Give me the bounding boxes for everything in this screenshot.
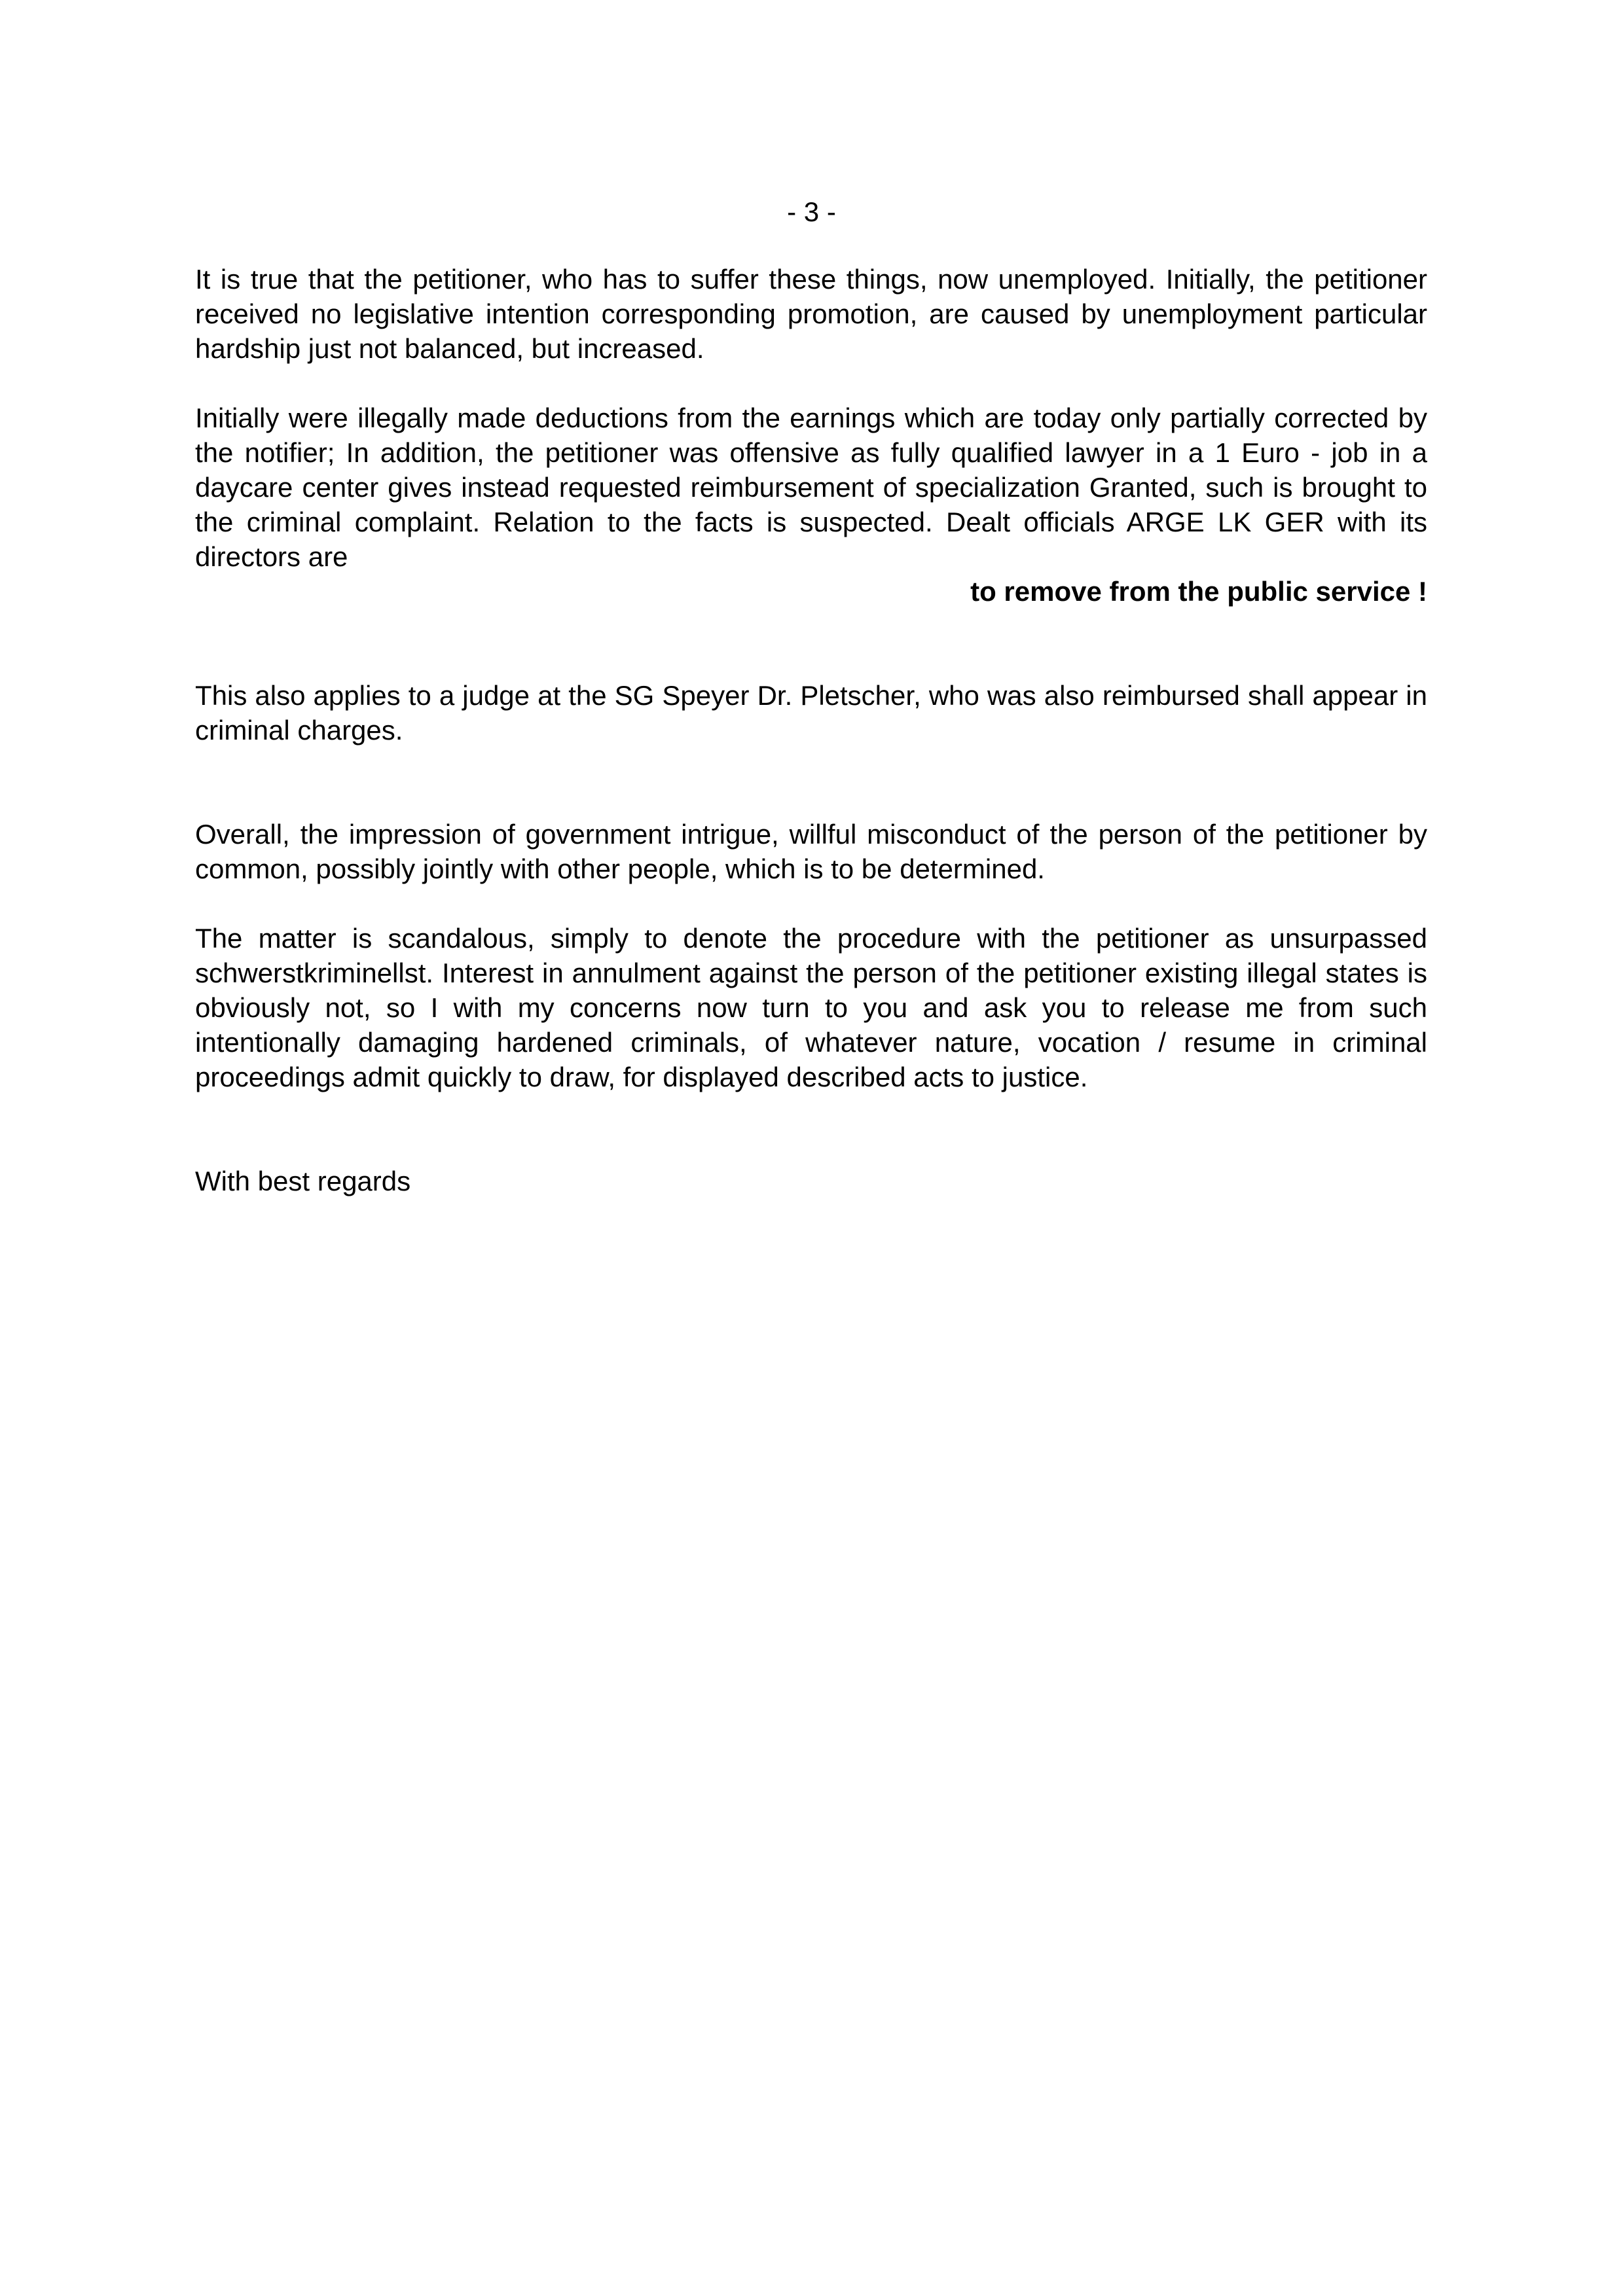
paragraph-overall: Overall, the impression of government intrigue, willful misconduct of the person of the petitioner by common, possibly jointly with other people, which is to be determined. xyxy=(195,819,1427,884)
letter-body xyxy=(195,262,1427,1198)
emphasis-line: to remove from the public service ! xyxy=(970,576,1427,607)
paragraph-unemployment: It is true that the petitioner, who has to suffer these things, now unemployed. Initially, the petitioner received no legislative intention corresponding promotion, are caused by unemployment particular hardship just not balanced, but increased. xyxy=(195,264,1427,364)
page-number: - 3 - xyxy=(787,196,836,227)
paragraph-matter: The matter is scandalous, simply to denote the procedure with the petitioner as unsurpassed schwerstkriminellst. Interest in annulment against the person of the petitioner existing illegal states is obviously not, so I with my concerns now turn to you and ask you to release me from such intentionally damaging hardened criminals, of whatever nature, vocation / resume in criminal proceedings admit quickly to draw, for displayed described acts to justice. xyxy=(195,923,1427,1092)
paragraph-judge: This also applies to a judge at the SG Speyer Dr. Pletscher, who was also reimbursed shall appear in criminal charges. xyxy=(195,680,1427,745)
closing-salutation: With best regards xyxy=(195,1166,411,1196)
paragraph-deductions: Initially were illegally made deductions from the earnings which are today only partially corrected by the notifier; In addition, the petitioner was offensive as fully qualified lawyer in a 1 Euro - job in a daycare center gives instead requested reimbursement of specialization Granted, such is brought to the criminal complaint. Relation to the facts is suspected. Dealt officials ARGE LK GER with its directors are xyxy=(195,403,1427,572)
